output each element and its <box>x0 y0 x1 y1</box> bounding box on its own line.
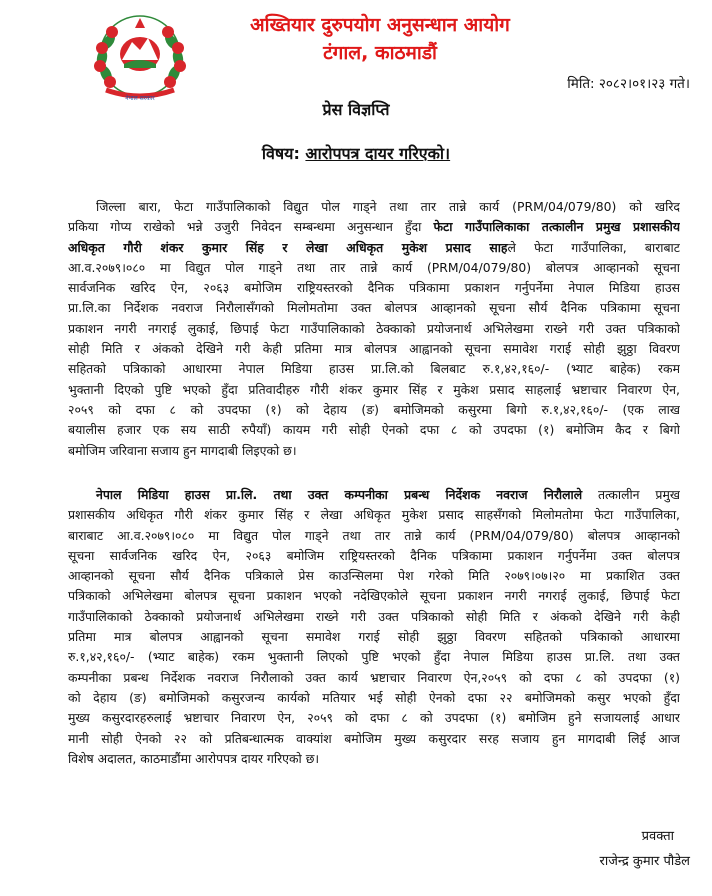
paragraph-line: सोही मिति र अंकको देखिने गरी केही प्रतिमा मात्र बोलपत्र आह्वानको सूचना समावेश गराई सोही झुठ्ठा विवरण <box>68 341 680 357</box>
paragraph-line: जिल्ला बारा, फेटा गाउँपालिकाको विद्युत पोल गाड्ने तथा तार तान्ने कार्य (PRM/04/079/80) को खरिद <box>96 199 680 214</box>
organization-name: अख्तियार दुरुपयोग अनुसन्धान आयोग <box>250 14 510 36</box>
paragraph-line: विशेष अदालत, काठमाडौंमा आरोपपत्र दायर गरिएको छ। <box>68 750 320 766</box>
body-paragraph-1 <box>68 197 680 461</box>
issue-date <box>567 74 690 92</box>
body-paragraph-2 <box>68 485 680 769</box>
paragraph-line: बमोजिम जरिवाना सजाय हुन मागदाबी लिइएको छ। <box>68 442 297 458</box>
paragraph-line: सूचना सार्वजनिक खरिद ऐन, २०६३ बमोजिम राष्ट्रियस्तरको दैनिक पत्रिकामा प्रकाशन गर्नुपर्नेमा उक्त बोलपत्र <box>68 547 680 563</box>
subject-label: विषय: <box>261 144 300 163</box>
paragraph-line: पत्रिकाको अभिलेखमा बोलपत्र सूचना प्रकाशन भएको नदेखिएकोले सूचना प्रकाशन नगरी नगराई लुकाई, छिपाई फेटा <box>68 588 680 604</box>
date-label: मिति: <box>567 76 595 92</box>
signatory-role: प्रवक्ता <box>641 829 674 844</box>
paragraph-line: नेपाल मिडिया हाउस प्रा.लि. तथा उक्त कम्पनीका प्रबन्ध निर्देशक नवराज निरौलाले तत्कालीन प्रमुख <box>96 487 680 502</box>
date-value: २०८२।०१।२३ गते। <box>598 76 690 92</box>
paragraph-line: बाराबाट आ.व.२०७९।०८० मा विद्युत पोल गाड्ने तथा तार तान्ने कार्य (PRM/04/079/80) बोलपत्र आव्हानको <box>68 527 680 543</box>
paragraph-line: प्रतिमा मात्र बोलपत्र आह्वानको सूचना समावेश गराई सोही झुठ्ठा विवरण सहितको पत्रिकाको आधारमा <box>68 629 680 645</box>
paragraph-line: २०५९ को दफा ८ को उपदफा (१) को देहाय (ङ) बमोजिमको कसुरमा बिगो रु.१,४२,१६०/- (एक लाख <box>68 401 680 417</box>
paragraph-line: प्रशासकीय अधिकृत गौरी शंकर कुमार सिंह र लेखा अधिकृत मुकेश प्रसाद साहसँगको मिलोमतोमा फेटा गाउँपालिका, <box>68 507 680 523</box>
paragraph-line: को देहाय (ङ) बमोजिमको कसुरजन्य कार्यको मतियार भई सोही ऐनको दफा २२ बमोजिमको कसुर भएको हुँदा <box>68 689 680 705</box>
subject-value: आरोपपत्र दायर गरिएको। <box>305 144 451 163</box>
paragraph-line: अधिकृत गौरी शंकर कुमार सिंह र लेखा अधिकृत मुकेश प्रसाद साहले फेटा गाउँपालिका, बाराबाट <box>68 239 680 255</box>
subject-line <box>0 142 712 164</box>
paragraph-line: सहितको पत्रिकाको आधारमा नेपाल मिडिया हाउस प्रा.लि.को बिलबाट रु.१,४२,१६०/- (भ्याट बाहेक) रकम <box>68 361 680 377</box>
signatory-name: राजेन्द्र कुमार पौडेल <box>599 854 690 869</box>
paragraph-line: प्रा.लि.का निर्देशक नवराज निरौलासँगको मिलोमतोमा उक्त बोलपत्र आव्हानको सूचना सौर्य दैनिक पत्रिकामा सूचना <box>68 300 680 316</box>
paragraph-line: मानी सोही ऐनको २२ को प्रतिबन्धात्मक वाक्यांश बमोजिम मुख्य कसुरदार सरह सजाय हुन मागदाबी लिई आज <box>68 730 680 746</box>
organization-location: टंगाल, काठमाडौं <box>323 42 437 64</box>
paragraph-line: सार्वजनिक खरिद ऐन, २०६३ बमोजिम राष्ट्रियस्तरको दैनिक पत्रिकामा प्रकाशन गर्नुपर्नेमा नेपाल मिडिया हाउस <box>68 280 680 296</box>
paragraph-line: कम्पनीका प्रबन्ध निर्देशक नवराज निरौलाको उक्त कार्य भ्रष्टाचार निवारण ऐन,२०५९ को दफा ८ को उपदफा (१) <box>68 669 680 685</box>
paragraph-line: मुख्य कसुरदारहरुलाई भ्रष्टाचार निवारण ऐन, २०५९ को दफा ८ को उपदफा (१) बमोजिम हुने सजायलाई आधार <box>68 710 680 726</box>
nepal-government-emblem <box>88 8 192 104</box>
paragraph-line: प्रकिया गोप्य राखेको भन्ने उजुरी निवेदन सम्बन्धमा अनुसन्धान हुँदा फेटा गाउँपालिकाका तत्कालीन प्रमुख प्रशासकीय <box>68 219 680 235</box>
paragraph-line: प्रकाशन नगरी नगराई लुकाई, छिपाई फेटा गाउँपालिकाको ठेक्काको प्रयोजनार्थ अभिलेखमा राख्ने गरी उक्त पत्रिकाको <box>68 320 680 336</box>
page-title: प्रेस विज्ञप्ति <box>322 100 390 119</box>
paragraph-line: रु.१,४२,१६०/- (भ्याट बाहेक) रकम भुक्तानी लिएको पुष्टि भएको हुँदा नेपाल मिडिया हाउस प्रा.लि. तथा उक्त <box>68 649 680 665</box>
paragraph-line: बयालीस हजार एक सय साठी रुपैयाँ) कायम गरी सोही ऐनको दफा ८ को उपदफा (१) बमोजिम कैद र बिगो <box>68 422 680 438</box>
svg-text:नेपाल सरकार: नेपाल सरकार <box>125 95 155 102</box>
paragraph-line: आव्हानको सूचना सौर्य दैनिक पत्रिकाले प्रेस काउन्सिलमा पेश गरेको मिति २०७९।०७।२० मा प्रकाशित उक्त <box>68 568 680 584</box>
paragraph-line: आ.व.२०७९।०८० मा विद्युत पोल गाड्ने तथा तार तान्ने कार्य (PRM/04/079/80) बोलपत्र आव्हानको सूचना <box>68 259 680 275</box>
paragraph-line: भुक्तानी दिएको पुष्टि भएको हुँदा प्रतिवादीहरु गौरी शंकर कुमार सिंह र मुकेश प्रसाद साहलाई भ्रष्टाचार निवारण ऐन, <box>68 381 680 397</box>
paragraph-line: गाउँपालिकाको ठेक्काको प्रयोजनार्थ अभिलेखमा राख्ने गरी उक्त पत्रिकाको सोही मिति र अंकको देखिने गरी केही <box>68 608 680 624</box>
